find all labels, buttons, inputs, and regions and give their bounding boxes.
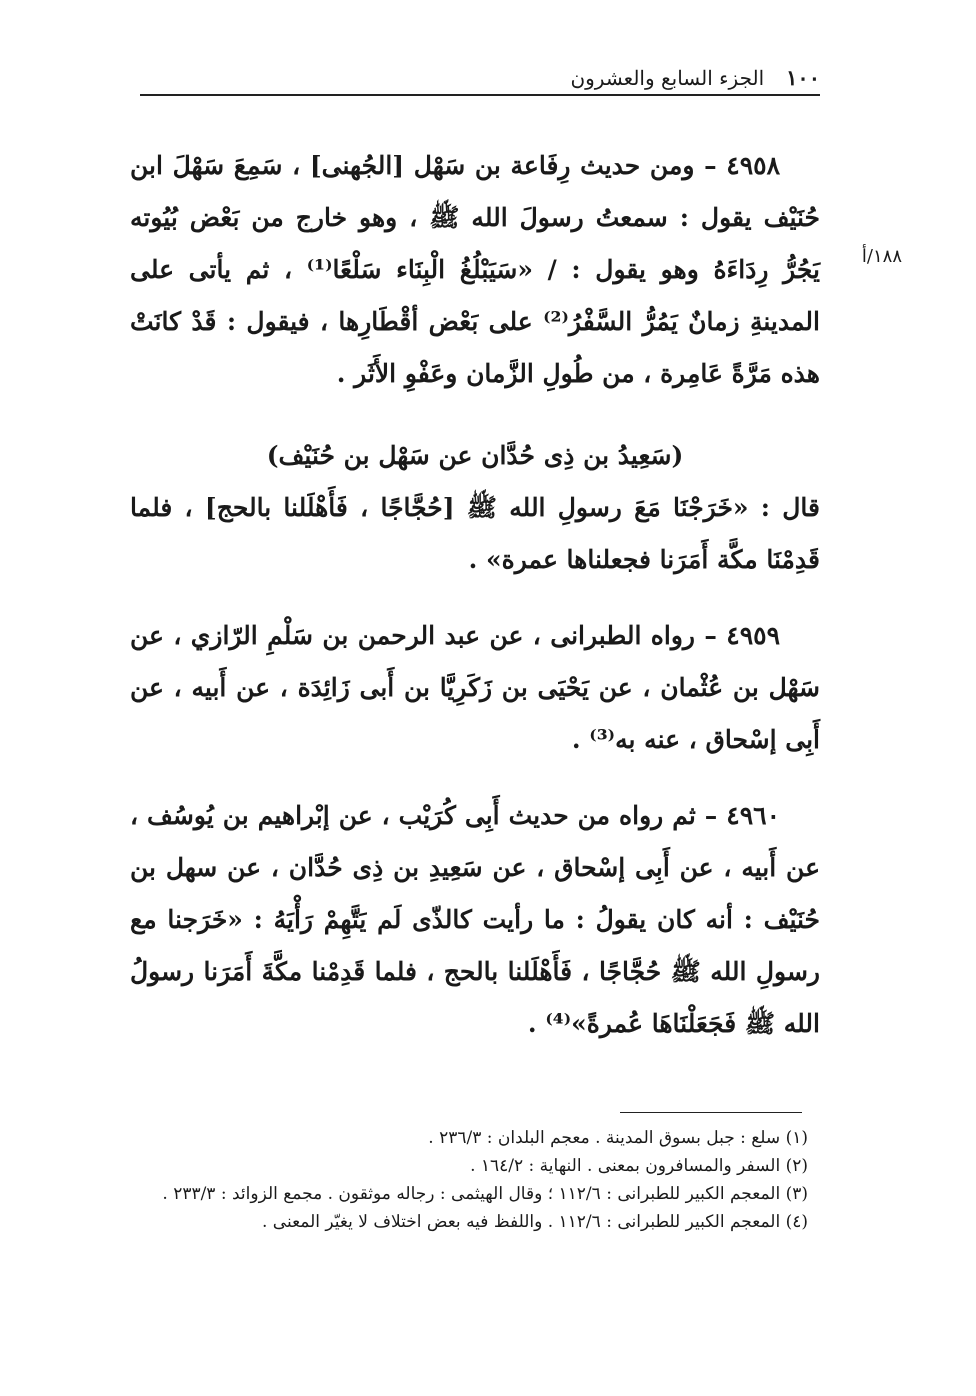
footnote-1: (١) سلع : جبل بسوق المدينة . معجم البلدان : ٢٣٦/٣ . bbox=[428, 1128, 808, 1148]
footnotes bbox=[118, 1124, 808, 1236]
header-divider bbox=[140, 94, 820, 96]
footnote-2: (٢) السفر والمسافرون بمعنى . النهاية : ١٦٤/٢ . bbox=[470, 1156, 808, 1176]
footnote-3: (٣) المعجم الكبير للطبرانى : ١١٢/٦ ؛ وقال الهيثمى : رجاله موثقون . مجمع الزوائد : ٢٣٣/٣ . bbox=[162, 1184, 808, 1204]
page-header bbox=[140, 58, 820, 90]
footnote-divider bbox=[620, 1112, 802, 1113]
hadith-4960: ٤٩٦٠ – ثم رواه من حديث أَبِى كُرَيْب ، عن إبْراهيم بن يُوسُف ، عن أَبيه ، عن أَبِى إسْحاق ، عن سَعِيدِ بن ذِى حُدَّان ، عن سهل بن حُنَيْف : أنه كان يقولُ : ما رأيت كالذّى لَم يَتَّهِمْ رَأْيَهُ : «خَرَجنا مع رسولِ الله ﷺ حُجَّاجًا ، فَأَهْلَلنا بالحج ، فلما قَدِمْنا مكَّةَ أَمَرَنا رسولُ الله ﷺ فَجَعَلْنَاهَا عُمرةً»⁽⁴⁾ . bbox=[130, 801, 820, 1038]
hadith-4958: ٤٩٥٨ – ومن حديث رِفَاعة بن سَهْل [الجُهنى] ، سَمِعَ سَهْلَ ابن حُنَيْف يقول : سمعتُ رسولَ الله ﷺ ، وهو خارج من بَعْض بُيُوته يَجُرُّ رِدَاءَهُ وهو يقول : / «سَيَبْلُغُ الْبِنَاء سَلْعًا⁽¹⁾ ، ثم يأتى على المدينةِ زمانٌ يَمُرُّ السَّفْرُ⁽²⁾ على بَعْض أقْطَارِها ، فيقول : قَدْ كانَتْ هذه مَرَّةً عَامِرة ، من طُولِ الزَّمان وعَفْوِ الأَثَر . bbox=[130, 151, 821, 388]
part-title: الجزء السابع والعشرون bbox=[570, 66, 765, 90]
hadith-narration: قال : «خَرَجْنَا مَعَ رسولِ الله ﷺ [حُجَّاجًا ، فَأَهْلَلنا بالحج] ، فلما قَدِمْنَا مكَّة أَمَرَنا فجعلناها عمرة» . bbox=[130, 493, 820, 574]
page-number: ١٠٠ bbox=[786, 65, 820, 90]
chain-heading: (سَعِيدُ بن ذِى حُدَّان عن سَهْل بن حُنَيْف) bbox=[266, 441, 684, 470]
hadith-4959: ٤٩٥٩ – رواه الطبرانى ، عن عبد الرحمن بن سَلْمِ الرّازي ، عن سَهْل بن عُثْمان ، عن يَحْيَى بن زَكَرِيَّا بن أَبى زَائِدَة ، عن أَبيه ، عن أَبِى إسْحاق ، عنه به⁽³⁾ . bbox=[130, 621, 820, 754]
footnote-4: (٤) المعجم الكبير للطبرانى : ١١٢/٦ . واللفظ فيه بعض اختلاف لا يغيّر المعنى . bbox=[261, 1212, 808, 1232]
main-text bbox=[130, 140, 820, 1050]
manuscript-folio-note: ١٨٨/أ bbox=[861, 246, 902, 267]
